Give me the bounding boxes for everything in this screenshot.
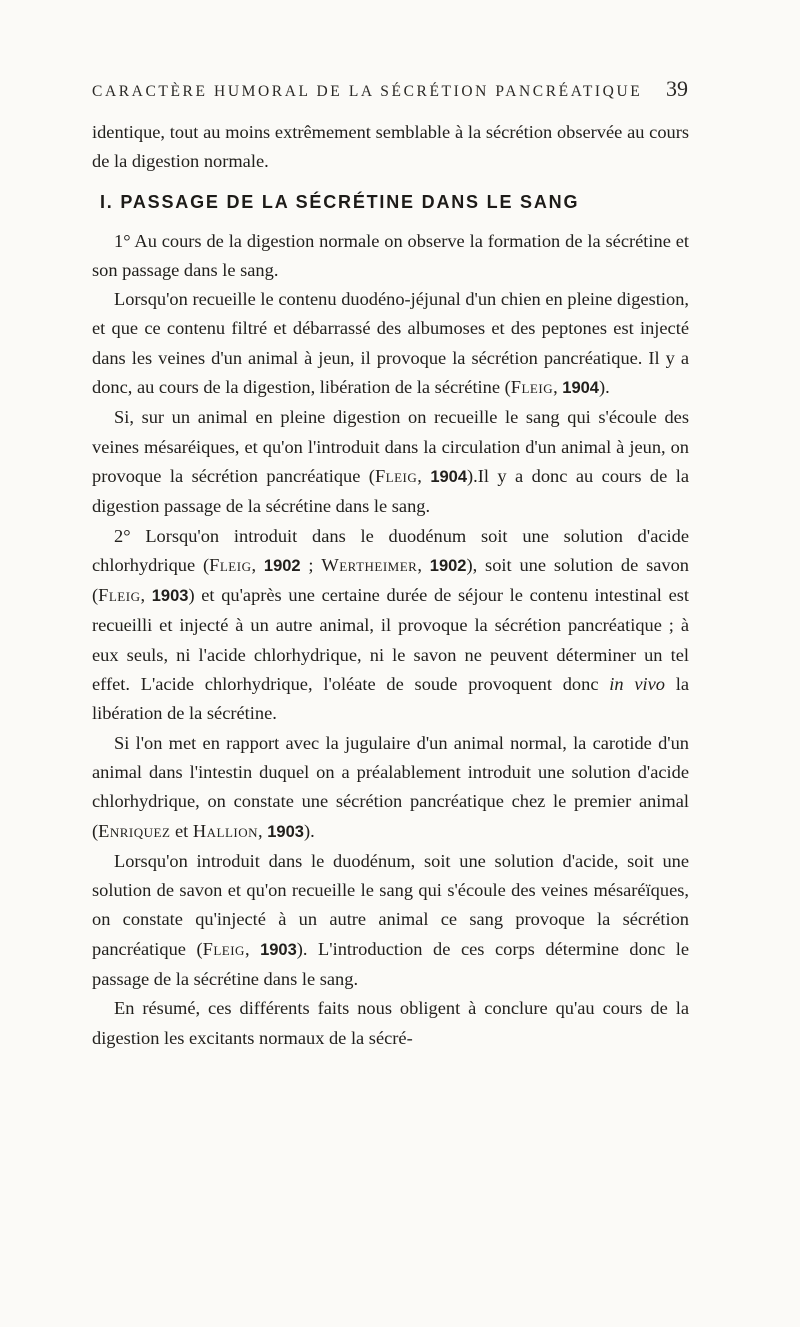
citation-year: 1903 <box>151 587 189 606</box>
paragraph-4 <box>92 522 689 729</box>
citation-separator: , <box>417 554 430 575</box>
citation-separator: , <box>244 938 261 959</box>
paragraph-1 <box>92 227 689 286</box>
page-number: 39 <box>666 76 688 101</box>
italic-phrase: in vivo <box>609 674 665 695</box>
paragraph-7 <box>92 994 689 1053</box>
paragraph-3 <box>92 403 689 521</box>
body-text <box>92 118 689 1053</box>
paragraph-text: ). <box>303 820 315 841</box>
citation-author: Fleig <box>510 377 554 398</box>
paragraph-text: ).Il y a donc au cours de la digestion passage de la sécrétine dans le sang. <box>92 465 689 517</box>
paragraph-text: Si, sur un animal en pleine digestion on recueille le sang qui s'écoule des veines mésaréiques, et qu'on l'introduit dans la circulation d'un animal à jeun, on provoque la sécrétion pancréatique ( <box>92 407 689 486</box>
paragraph-text: identique, tout au moins extrêmement semblable à la sécrétion observée au cours de la digestion normale. <box>92 122 689 172</box>
paragraph-text: ). <box>599 377 610 398</box>
paragraph-text: Lorsqu'on introduit dans le duodénum, soit une solution d'acide, soit une solution de savon et qu'on recueille le sang qui s'écoule des veines mésaréïques, on constate qu'injecté à un autre animal ce sang provoque la sécrétion pancréatique ( <box>92 850 689 959</box>
citation-author: Fleig <box>98 585 141 606</box>
citation-separator: ; <box>300 554 322 575</box>
paragraph-text: ) et qu'après une certaine durée de séjour le contenu intestinal est recueilli et injecté à un autre animal, il provoque la sécrétion pancréatique ; à eux seuls, ni l'acide chlorhydrique, ni le savon ne peuvent déterminer un tel effet. L'acide chlorhydrique, l'oléate de soude provoquent donc <box>92 585 689 695</box>
paragraph-text: la libération de la sécrétine. <box>92 674 689 724</box>
citation-year: 1903 <box>267 822 304 841</box>
citation-author: Wertheimer <box>321 554 418 575</box>
citation-year: 1902 <box>429 556 467 575</box>
citation-separator: , <box>251 554 264 575</box>
paragraph-2 <box>92 285 689 403</box>
paragraph-6 <box>92 847 689 994</box>
paragraph-text: 1° Au cours de la digestion normale on observe la formation de la sécrétine et son passage dans le sang. <box>92 230 689 280</box>
citation-year: 1903 <box>260 940 297 959</box>
citation-author: Fleig <box>374 465 418 486</box>
citation-author: Fleig <box>202 938 245 959</box>
paragraph-text: ), soit une solution de savon ( <box>92 554 690 606</box>
paragraph-text: Si l'on met en rapport avec la jugulaire d'un animal normal, la carotide d'un animal dans l'intestin duquel on a préalablement introduit une solution d'acide chlorhydrique, on constate une sécrétion pancréatique chez le premier animal ( <box>92 732 689 841</box>
citation-separator: , <box>258 820 268 841</box>
citation-separator: , <box>553 377 563 398</box>
paragraph-5 <box>92 729 689 847</box>
section-heading: I. PASSAGE DE LA SÉCRÉTINE DANS LE SANG <box>100 191 580 212</box>
paragraph-text: En résumé, ces différents faits nous obligent à conclure qu'au cours de la digestion les excitants normaux de la sécré- <box>92 998 689 1048</box>
citation-year: 1902 <box>263 556 301 575</box>
running-title: CARACTÈRE HUMORAL DE LA SÉCRÉTION PANCRÉATIQUE <box>92 83 643 100</box>
citation-year: 1904 <box>430 467 468 486</box>
paragraph-continued <box>92 118 689 177</box>
running-header <box>92 76 688 110</box>
citation-author: Hallion <box>192 820 259 841</box>
citation-year: 1904 <box>562 379 599 398</box>
paragraph-text: ). L'introduction de ces corps détermine donc le passage de la sécrétine dans le sang. <box>92 938 689 990</box>
citation-separator: et <box>170 820 193 841</box>
paragraph-text: Lorsqu'on recueille le contenu duodéno-jéjunal d'un chien en pleine digestion, et que ce contenu filtré et débarrassé des albumoses et des peptones est injecté dans les veines d'un animal à jeun, il provoque la sécrétion pancréatique. Il y a donc, au cours de la digestion, libération de la sécrétine ( <box>92 289 689 398</box>
citation-separator: , <box>140 585 152 606</box>
citation-author: Fleig <box>209 554 252 575</box>
citation-separator: , <box>417 465 431 486</box>
citation-author: Enriquez <box>98 820 171 841</box>
paragraph-text: 2° Lorsqu'on introduit dans le duodénum soit une solution d'acide chlorhydrique ( <box>92 525 689 575</box>
